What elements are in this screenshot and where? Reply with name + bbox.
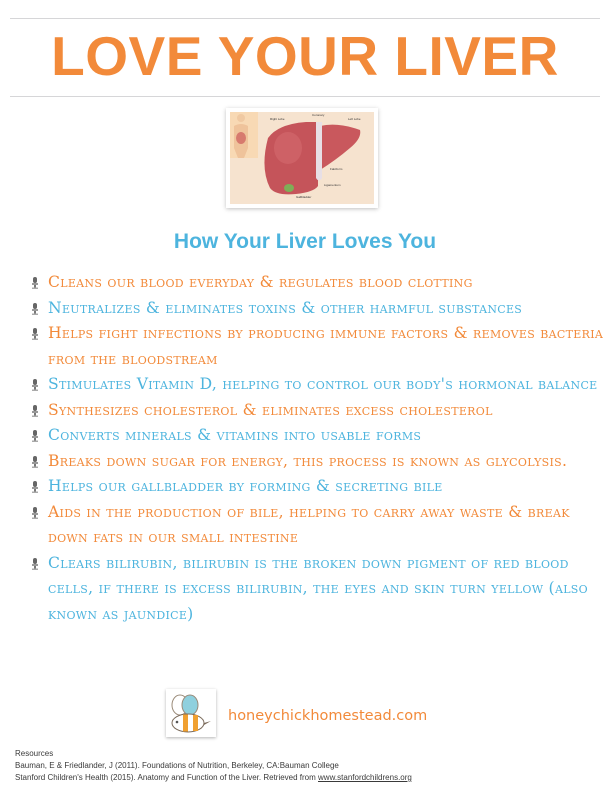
reference-item — [15, 760, 412, 772]
top-divider — [10, 18, 600, 19]
benefit-text: Neutralizes & eliminates toxins & other harmful substances — [48, 298, 523, 317]
benefit-item — [30, 372, 605, 398]
benefit-text: Stimulates Vitamin D, helping to control our body's hormonal balance — [48, 375, 598, 393]
benefit-text: Aids in the production of bile, helping to carry away waste & break down fats in our small intestine — [48, 502, 570, 546]
microphone-bullet-icon — [30, 328, 40, 340]
page-title: LOVE YOUR LIVER — [51, 25, 559, 87]
benefit-item — [30, 398, 605, 424]
benefit-text: Helps fight infections by producing immune factors & removes bacteria from the bloodstream — [48, 324, 604, 368]
microphone-bullet-icon — [30, 277, 40, 289]
benefit-item — [30, 296, 605, 322]
benefit-text: Synthesizes cholesterol & eliminates excess cholesterol — [48, 400, 493, 419]
svg-text:Falciform: Falciform — [330, 167, 343, 171]
benefit-item — [30, 270, 605, 296]
reference-link[interactable]: www.stanfordchildrens.org — [318, 773, 412, 782]
section-subtitle: How Your Liver Loves You — [173, 230, 437, 253]
microphone-bullet-icon — [30, 481, 40, 493]
microphone-bullet-icon — [30, 430, 40, 442]
benefit-text: Converts minerals & vitamins into usable forms — [48, 426, 422, 444]
svg-text:Gallbladder: Gallbladder — [296, 195, 312, 199]
benefit-item — [30, 500, 605, 551]
bee-icon — [166, 689, 216, 737]
benefits-list — [30, 270, 605, 627]
microphone-bullet-icon — [30, 507, 40, 519]
benefit-item — [30, 551, 605, 628]
resources-section — [15, 748, 412, 784]
liver-diagram-image — [226, 108, 378, 208]
svg-text:Left Lobe: Left Lobe — [348, 117, 361, 121]
benefit-item — [30, 321, 605, 372]
benefit-text: Clears bilirubin, bilirubin is the broken down pigment of red blood cells, if there is excess bilirubin, the eyes and skin turn yellow (also known as jaundice) — [48, 553, 588, 623]
svg-text:Ligamentum: Ligamentum — [324, 183, 341, 187]
reference-text: Stanford Children's Health (2015). Anatomy and Function of the Liver. Retrieved from — [15, 773, 319, 782]
bottom-divider — [10, 96, 600, 97]
microphone-bullet-icon — [30, 303, 40, 315]
benefit-item — [30, 423, 605, 449]
liver-illustration — [226, 108, 378, 208]
reference-item — [15, 772, 412, 784]
svg-text:Right Lobe: Right Lobe — [270, 117, 285, 121]
microphone-bullet-icon — [30, 456, 40, 468]
benefit-item — [30, 474, 605, 500]
bee-logo — [166, 689, 216, 737]
benefit-item — [30, 449, 605, 475]
microphone-bullet-icon — [30, 405, 40, 417]
microphone-bullet-icon — [30, 558, 40, 570]
resources-heading: Resources — [15, 749, 54, 758]
svg-text:Coronary: Coronary — [312, 113, 325, 117]
reference-text: Bauman, E & Friedlander, J (2011). Foundations of Nutrition, Berkeley, CA:Bauman College — [15, 761, 339, 770]
benefit-text: Helps our gallbladder by forming & secreting bile — [48, 477, 443, 495]
website-link[interactable]: honeychickhomestead.com — [228, 708, 428, 724]
benefit-text: Cleans our blood everyday & regulates blood clotting — [48, 273, 473, 291]
microphone-bullet-icon — [30, 379, 40, 391]
benefit-text: Breaks down sugar for energy, this process is known as glycolysis. — [48, 451, 568, 470]
